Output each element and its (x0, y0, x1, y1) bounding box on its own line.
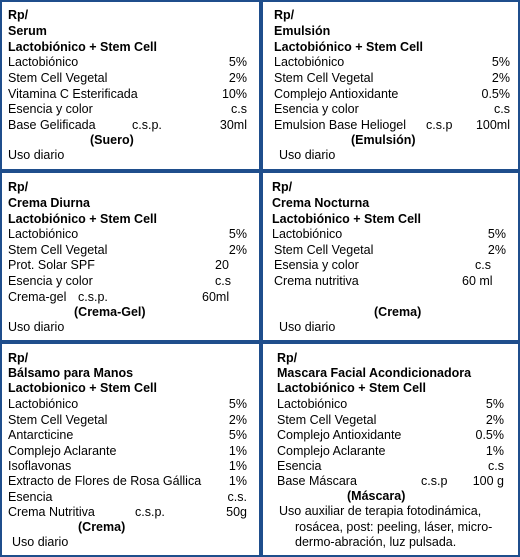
recipe-form: (Crema) (374, 305, 422, 319)
ingredient-amount: c.s. (227, 490, 247, 504)
ingredient-name: Prot. Solar SPF (8, 258, 95, 272)
ingredient-amount: 5% (228, 397, 247, 411)
recipe-form: (Emulsión) (351, 133, 416, 147)
ingredient-amount: 2% (491, 71, 510, 85)
ingredient-amount: c.s (475, 258, 491, 272)
ingredient-name: Stem Cell Vegetal (8, 243, 108, 257)
ingredient-amount: 1% (228, 444, 247, 458)
rp-label: Rp/ (8, 180, 29, 194)
ingredient-name: Emulsion Base Heliogel (274, 118, 407, 132)
recipe-subtitle: Lactobiónico + Stem Cell (8, 40, 157, 54)
rp-label: Rp/ (274, 8, 295, 22)
ingredient-name: Stem Cell Vegetal (8, 71, 108, 85)
ingredient-name: Esencia (277, 459, 322, 473)
ingredient-name: Base Máscara (277, 474, 357, 488)
recipe-form: (Crema-Gel) (74, 305, 146, 319)
recipe-serum (0, 0, 261, 171)
rp-label: Rp/ (272, 180, 293, 194)
ingredient-qsp: c.s.p. (135, 505, 165, 519)
recipe-mascara-facial (261, 342, 520, 557)
ingredient-amount: 60ml (202, 290, 230, 304)
ingredient-amount: 100ml (475, 118, 510, 132)
ingredient-name: Stem Cell Vegetal (274, 71, 374, 85)
usage-note: Uso diario (279, 148, 336, 162)
ingredient-amount: 30ml (219, 118, 247, 132)
ingredient-amount: c.s (488, 459, 504, 473)
ingredient-name: Antarcticine (8, 428, 74, 442)
recipe-subtitle: Lactobiónico + Stem Cell (274, 40, 423, 54)
ingredient-amount: 5% (487, 227, 506, 241)
ingredient-amount: 20 (215, 258, 229, 272)
usage-note-line: rosácea, post: peeling, láser, micro- (295, 520, 493, 534)
recipe-emulsion (261, 0, 520, 171)
recipe-title: Emulsión (274, 24, 331, 38)
ingredient-name: Esensia y color (274, 258, 359, 272)
usage-note: Uso diario (12, 535, 69, 549)
ingredient-amount: 1% (228, 459, 247, 473)
recipe-subtitle: Lactobiónico + Stem Cell (272, 212, 421, 226)
recipe-title: Crema Nocturna (272, 196, 370, 210)
ingredient-name: Esencia (8, 490, 53, 504)
rp-label: Rp/ (8, 8, 29, 22)
ingredient-amount: c.s (231, 102, 247, 116)
ingredient-amount: 0.5% (481, 87, 510, 101)
ingredient-name: Lactobiónico (8, 227, 79, 241)
ingredient-name: Lactobiónico (274, 55, 345, 69)
ingredient-name: Esencia y color (8, 274, 93, 288)
ingredient-name: Complejo Antioxidante (277, 428, 402, 442)
ingredient-amount: 5% (491, 55, 510, 69)
ingredient-amount: 5% (228, 227, 247, 241)
ingredient-name: Esencia y color (8, 102, 93, 116)
ingredient-qsp: c.s.p. (132, 118, 162, 132)
ingredient-amount: 5% (228, 428, 247, 442)
ingredient-name: Lactobiónico (8, 55, 79, 69)
ingredient-name: Crema nutritiva (274, 274, 359, 288)
usage-note: Uso diario (8, 320, 65, 334)
ingredient-name: Esencia y color (274, 102, 359, 116)
ingredient-amount: 5% (228, 55, 247, 69)
ingredient-amount: c.s (494, 102, 510, 116)
ingredient-amount: 50g (226, 505, 247, 519)
recipe-form: (Crema) (78, 520, 126, 534)
ingredient-amount: 0.5% (475, 428, 504, 442)
ingredient-name: Complejo Aclarante (8, 444, 117, 458)
ingredient-amount: 10% (221, 87, 247, 101)
recipe-balsamo-manos (0, 342, 261, 557)
rp-label: Rp/ (277, 351, 298, 365)
ingredient-name: Complejo Antioxidante (274, 87, 399, 101)
ingredient-name: Base Gelificada (8, 118, 96, 132)
ingredient-qsp: c.s.p. (78, 290, 108, 304)
ingredient-name: Lactobiónico (277, 397, 348, 411)
ingredient-name: Crema-gel (8, 290, 67, 304)
ingredient-name: Lactobiónico (8, 397, 79, 411)
usage-note-line: dermo-abración, luz pulsada. (295, 535, 457, 549)
ingredient-amount: 1% (485, 444, 504, 458)
ingredient-amount: 2% (485, 413, 504, 427)
ingredient-amount: c.s (215, 274, 231, 288)
ingredient-amount: 2% (228, 413, 247, 427)
recipe-form: (Suero) (90, 133, 134, 147)
ingredient-name: Stem Cell Vegetal (277, 413, 377, 427)
ingredient-name: Vitamina C Esterificada (8, 87, 138, 101)
ingredient-name: Extracto de Flores de Rosa Gállica (8, 474, 202, 488)
usage-note: Uso diario (8, 148, 65, 162)
recipe-subtitle: Lactobionico + Stem Cell (8, 381, 157, 395)
usage-note-line: Uso auxiliar de terapia fotodinámica, (279, 504, 482, 518)
ingredient-qsp: c.s.p (421, 474, 448, 488)
ingredient-name: Stem Cell Vegetal (8, 413, 108, 427)
recipe-title: Crema Diurna (8, 196, 90, 210)
ingredient-amount: 1% (228, 474, 247, 488)
ingredient-name: Lactobiónico (272, 227, 343, 241)
ingredient-amount: 2% (228, 243, 247, 257)
usage-note: Uso diario (279, 320, 336, 334)
recipe-form: (Máscara) (347, 489, 406, 503)
recipe-subtitle: Lactobiónico + Stem Cell (277, 381, 426, 395)
ingredient-amount: 60 ml (462, 274, 493, 288)
recipe-subtitle: Lactobiónico + Stem Cell (8, 212, 157, 226)
ingredient-amount: 5% (485, 397, 504, 411)
ingredient-name: Isoflavonas (8, 459, 72, 473)
ingredient-qsp: c.s.p (426, 118, 453, 132)
ingredient-name: Crema Nutritiva (8, 505, 95, 519)
recipe-crema-nocturna (261, 171, 520, 342)
rp-label: Rp/ (8, 351, 29, 365)
recipe-title: Bálsamo para Manos (8, 366, 134, 380)
ingredient-name: Complejo Aclarante (277, 444, 386, 458)
recipe-title: Mascara Facial Acondicionadora (277, 366, 472, 380)
ingredient-amount: 2% (487, 243, 506, 257)
recipe-crema-diurna (0, 171, 261, 342)
recipe-title: Serum (8, 24, 47, 38)
ingredient-name: Stem Cell Vegetal (274, 243, 374, 257)
ingredient-amount: 100 g (472, 474, 504, 488)
ingredient-amount: 2% (228, 71, 247, 85)
